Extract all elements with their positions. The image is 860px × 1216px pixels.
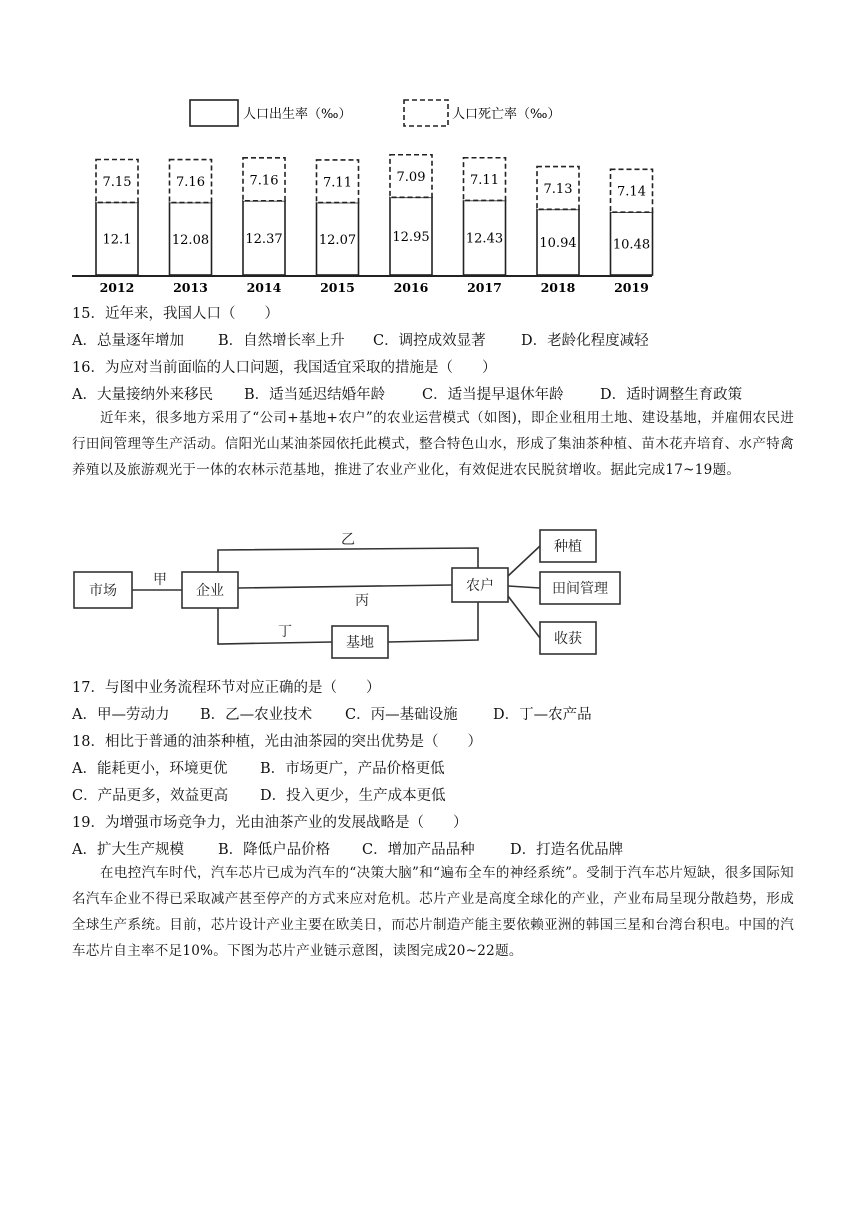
legend-death-label: 人口死亡率（‰） <box>452 107 561 122</box>
label-death-2014: 7.16 <box>249 173 279 189</box>
edge-yi-label: 乙 <box>341 532 355 548</box>
q17-option-a[interactable]: A．甲—劳动力 <box>72 707 170 723</box>
q18-option-d[interactable]: D．投入更少，生产成本更低 <box>260 788 446 804</box>
q19-stem: 19．为增强市场竞争力，光由油茶产业的发展战略是（ ） <box>72 815 468 831</box>
q18-option-a[interactable]: A．能耗更小，环境更优 <box>72 761 228 777</box>
q15-options <box>72 329 649 350</box>
label-birth-2013: 12.08 <box>171 232 210 248</box>
node-market-label: 市场 <box>89 583 117 599</box>
q19-option-b[interactable]: B．降低户品价格 <box>218 842 331 858</box>
tick-2012: 2012 <box>99 280 135 295</box>
node-farmer-label: 农户 <box>466 578 494 594</box>
q18-option-c[interactable]: C．产品更多，效益更高 <box>72 788 229 804</box>
q16-options <box>72 383 742 404</box>
edge-bing-line <box>238 585 452 588</box>
tick-2013: 2013 <box>173 280 208 295</box>
label-death-2019: 7.14 <box>617 184 646 200</box>
q17-option-d[interactable]: D．丁—农产品 <box>493 707 592 723</box>
passage-agriculture: 近年来，很多地方采用了“公司+基地+农户”的农业运营模式（如图)，即企业租用土地、建设基地，并雇佣农民进行田间管理等生产活动。信阳光山某油茶园依托此模式，整合特色山水，形成了集油茶种植、苗木花卉培育、水产特禽养殖以及旅游观光于一体的农林示范基地，推进了农业产业化，有效促进农民脱贫增收。据此完成17~19题。 <box>72 410 794 478</box>
q18-options-row1 <box>72 757 445 778</box>
tick-2017: 2017 <box>467 280 502 295</box>
q18-options-row2 <box>72 784 446 805</box>
edge-jia-label: 甲 <box>153 572 167 588</box>
node-harvest-label: 收获 <box>554 631 582 647</box>
label-birth-2012: 12.1 <box>102 232 132 248</box>
tick-2015: 2015 <box>320 280 355 295</box>
q15-stem: 15．近年来，我国人口（ ） <box>72 306 279 322</box>
q16-option-c[interactable]: C．适当提早退休年龄 <box>422 387 564 403</box>
label-birth-2015: 12.07 <box>318 232 357 248</box>
edge-ding-label: 丁 <box>278 624 292 640</box>
legend-death-swatch <box>404 100 448 126</box>
q18-stem: 18．相比于普通的油茶种植，光由油茶园的突出优势是（ ） <box>72 734 482 750</box>
edge-farmer-harvest <box>508 596 540 638</box>
label-birth-2019: 10.48 <box>612 237 651 253</box>
agri-flow-diagram <box>0 520 860 670</box>
q17-option-b[interactable]: B．乙—农业技术 <box>200 707 313 723</box>
label-birth-2014: 12.37 <box>245 231 283 247</box>
edge-ding-line <box>218 608 332 644</box>
q17-options <box>72 703 592 724</box>
label-birth-2016: 12.95 <box>392 230 430 246</box>
edge-bing-label: 丙 <box>355 593 369 609</box>
q17-option-c[interactable]: C．丙—基础设施 <box>345 707 458 723</box>
q15-option-c[interactable]: C．调控成效显著 <box>373 333 486 349</box>
q16-stem: 16．为应对当前面临的人口问题，我国适宜采取的措施是（ ） <box>72 360 497 376</box>
label-birth-2017: 12.43 <box>465 231 504 247</box>
q16-option-b[interactable]: B．适当延迟结婚年龄 <box>244 387 386 403</box>
q15-option-b[interactable]: B．自然增长率上升 <box>218 333 345 349</box>
node-field-label: 田间管理 <box>552 581 608 597</box>
q16-option-d[interactable]: D．适时调整生育政策 <box>600 387 743 403</box>
node-plant-label: 种植 <box>554 539 582 555</box>
passage-chip: 在电控汽车时代，汽车芯片已成为汽车的“决策大脑”和“遍布全车的神经系统”。受制于汽车芯片短缺，很多国际知名汽车企业不得已采取减产甚至停产的方式来应对危机。芯片产业是高度全球化的产业，产业布局呈现分散趋势，形成全球生产系统。目前，芯片设计产业主要在欧美日，而芯片制造产能主要依赖亚洲的韩国三星和台湾台积电。中国的汽车芯片自主率不足10%。下图为芯片产业链示意图，读图完成20~22题。 <box>72 865 794 959</box>
legend-birth-swatch <box>190 100 238 126</box>
q19-options <box>72 838 623 859</box>
q18-option-b[interactable]: B．市场更广，产品价格更低 <box>260 761 445 777</box>
q19-option-a[interactable]: A．扩大生产规模 <box>72 842 184 858</box>
tick-2014: 2014 <box>246 280 282 295</box>
q15-option-a[interactable]: A．总量逐年增加 <box>72 333 184 349</box>
legend-birth-label: 人口出生率（‰） <box>243 107 352 122</box>
edge-farmer-field <box>508 586 540 588</box>
label-death-2018: 7.13 <box>543 181 573 197</box>
label-death-2017: 7.11 <box>470 173 499 189</box>
q19-option-c[interactable]: C．增加产品品种 <box>362 842 475 858</box>
tick-2019: 2019 <box>614 280 649 295</box>
label-death-2015: 7.11 <box>323 175 352 191</box>
node-company-label: 企业 <box>196 583 224 599</box>
edge-farmer-plant <box>508 546 540 576</box>
edge-yi-line <box>218 548 478 572</box>
q15-option-d[interactable]: D．老龄化程度减轻 <box>521 333 649 349</box>
label-death-2013: 7.16 <box>176 175 205 191</box>
q16-option-a[interactable]: A．大量接纳外来移民 <box>72 387 213 403</box>
node-base-label: 基地 <box>346 635 374 651</box>
label-death-2012: 7.15 <box>102 174 132 190</box>
population-chart <box>0 0 860 300</box>
q17-stem: 17．与图中业务流程环节对应正确的是（ ） <box>72 680 381 696</box>
edge-base-farmer-line <box>388 602 478 642</box>
tick-2018: 2018 <box>540 280 576 295</box>
label-birth-2018: 10.94 <box>539 236 577 252</box>
label-death-2016: 7.09 <box>396 170 426 186</box>
q19-option-d[interactable]: D．打造名优品牌 <box>510 842 624 858</box>
tick-2016: 2016 <box>393 280 429 295</box>
